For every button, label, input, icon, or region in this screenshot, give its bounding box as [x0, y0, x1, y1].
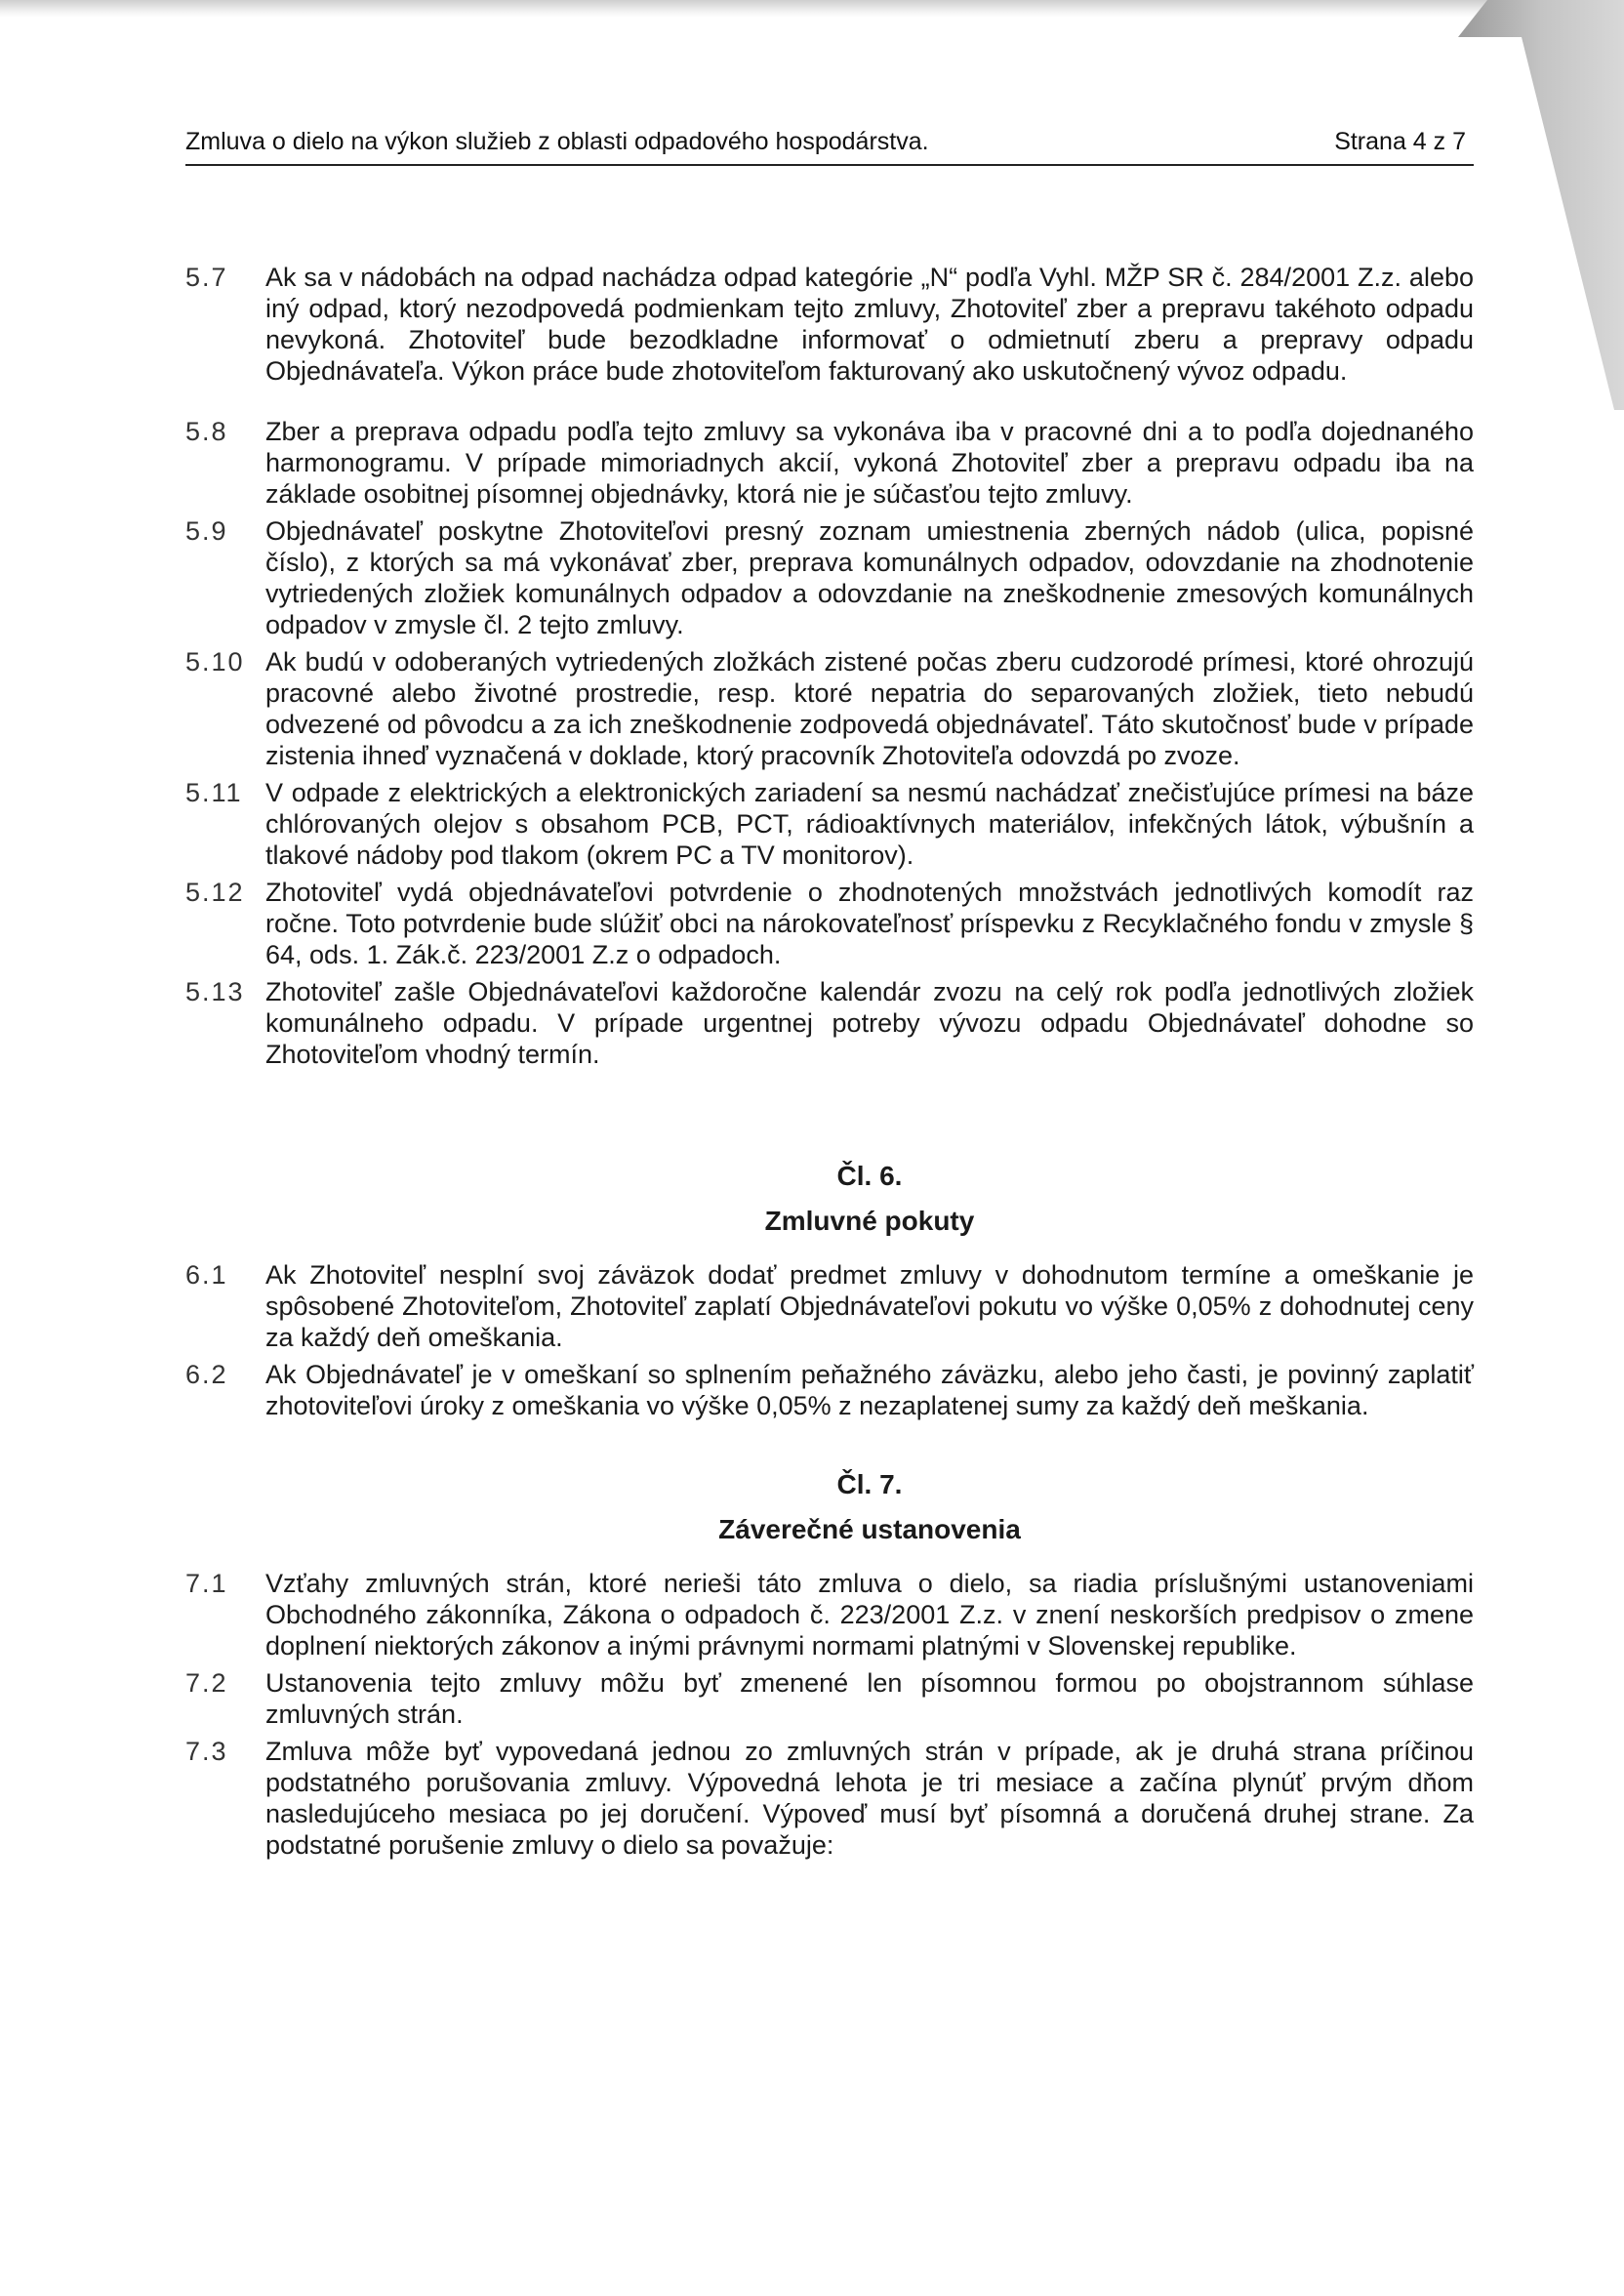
clause-text: Objednávateľ poskytne Zhotoviteľovi presný zoznam umiestnenia zberných nádob (ulica, popisné číslo), z ktorých sa má vykonávať zber, preprava komunálnych odpadov, odovzdanie na zhodnotenie vytriedených zložiek komunálnych odpadov a odovzdanie na zneškodnenie zmesových komunálnych odpadov v zmysle čl. 2 tejto zmluvy. — [265, 516, 1474, 639]
clause-text: Ak Zhotoviteľ nesplní svoj záväzok dodať predmet zmluvy v dohodnutom termíne a omeškanie je spôsobené Zhotoviteľom, Zhotoviteľ zaplatí Objednávateľovi pokutu vo výške 0,05% z dohodnutej ceny za každý deň omeškania. — [265, 1260, 1474, 1352]
article-7-title: Záverečné ustanovenia — [718, 1514, 1021, 1544]
clause-number: 5.11 — [185, 778, 243, 807]
clause-5-9 — [185, 515, 1474, 640]
clause-text: Ak Objednávateľ je v omeškaní so splnením peňažného záväzku, alebo jeho časti, je povinný zaplatiť zhotoviteľovi úroky z omeškania vo výške 0,05% z nezaplatenej sumy za každý deň meškania. — [265, 1360, 1474, 1420]
clause-text: Ak budú v odoberaných vytriedených zložkách zistené počas zberu cudzorodé prímesi, ktoré ohrozujú pracovné alebo životné prostredie, resp. ktoré nepatria do separovaných zložiek, tieto nebudú odvezené od pôvodcu a za ich zneškodnenie zodpovedá objednávateľ. Táto skutočnosť bude v prípade zistenia ihneď vyznačená v doklade, ktorý pracovník Zhotoviteľa odovzdá po zvoze. — [265, 647, 1474, 770]
clause-number: 5.12 — [185, 878, 245, 907]
clause-text: V odpade z elektrických a elektronických zariadení sa nesmú nachádzať znečisťujúce prímesi na báze chlórovaných olejov s obsahom PCB, PCT, rádioaktívnych materiálov, infekčných látok, výbušnín a tlakové nádoby pod tlakom (okrem PC a TV monitorov). — [265, 778, 1474, 870]
clause-text: Zhotoviteľ zašle Objednávateľovi každoročne kalendár zvozu na celý rok podľa jednotlivých zložiek komunálneho odpadu. V prípade urgentnej potreby vývozu odpadu Objednávateľ dohodne so Zhotoviteľom vhodný termín. — [265, 977, 1474, 1069]
clause-number: 7.2 — [185, 1668, 228, 1698]
clause-5-11 — [185, 777, 1474, 871]
page-header — [185, 125, 1474, 166]
clause-number: 6.2 — [185, 1360, 228, 1389]
article-6-title: Zmluvné pokuty — [764, 1206, 975, 1236]
clause-5-13 — [185, 976, 1474, 1070]
clause-text: Zmluva môže byť vypovedaná jednou zo zmluvných strán v prípade, ak je druhá strana príčinou podstatného porušovania zmluvy. Výpovedná lehota je tri mesiace a začína plynúť prvým dňom nasledujúceho mesiaca po jej doručení. Výpoveď musí byť písomná a doručená druhej strane. Za podstatné porušenie zmluvy o dielo sa považuje: — [265, 1737, 1474, 1860]
clause-text: Zhotoviteľ vydá objednávateľovi potvrdenie o zhodnotených množstvách jednotlivých komodít raz ročne. Toto potvrdenie bude slúžiť obci na nárokovateľnosť príspevku z Recyklačného fondu v zmysle § 64, ods. 1. Zák.č. 223/2001 Z.z o odpadoch. — [265, 878, 1474, 969]
article-6-number: Čl. 6. — [836, 1161, 903, 1191]
clause-number: 6.1 — [185, 1260, 228, 1290]
clause-5-10 — [185, 646, 1474, 771]
clause-number: 5.13 — [185, 977, 245, 1006]
clause-5-7 — [185, 262, 1474, 387]
clause-number: 5.9 — [185, 516, 228, 546]
document-body — [185, 262, 1474, 1861]
article-7-number: Čl. 7. — [836, 1469, 903, 1499]
scan-top-edge — [0, 0, 1624, 18]
clause-number: 5.8 — [185, 417, 228, 446]
clause-number: 7.3 — [185, 1737, 228, 1766]
clause-6-2 — [185, 1359, 1474, 1421]
clause-5-12 — [185, 877, 1474, 970]
clause-number: 7.1 — [185, 1569, 228, 1598]
clause-7-1 — [185, 1568, 1474, 1661]
clause-number: 5.10 — [185, 647, 245, 676]
clause-7-3 — [185, 1736, 1474, 1861]
clause-5-8 — [185, 416, 1474, 510]
clause-text: Zber a preprava odpadu podľa tejto zmluvy sa vykonáva iba v pracovné dni a to podľa dojednaného harmonogramu. V prípade mimoriadnych akcií, vykoná Zhotoviteľ zber a prepravu odpadu iba na základe osobitnej písomnej objednávky, ktorá nie je súčasťou tejto zmluvy. — [265, 417, 1474, 509]
clause-6-1 — [185, 1259, 1474, 1353]
clause-text: Ak sa v nádobách na odpad nachádza odpad kategórie „N“ podľa Vyhl. MŽP SR č. 284/2001 Z.z. alebo iný odpad, ktorý nezodpovedá podmienkam tejto zmluvy, Zhotoviteľ zber a prepravu takéhoto odpadu nevykoná. Zhotoviteľ bude bezodkladne informovať o odmietnutí zberu a prepravy odpadu Objednávateľa. Výkon práce bude zhotoviteľom fakturovaný ako uskutočnený vývoz odpadu. — [265, 263, 1474, 386]
page-number: Strana 4 z 7 — [1334, 128, 1466, 155]
document-title: Zmluva o dielo na výkon služieb z oblasti odpadového hospodárstva. — [185, 128, 929, 155]
clause-text: Ustanovenia tejto zmluvy môžu byť zmenené len písomnou formou po obojstrannom súhlase zmluvných strán. — [265, 1668, 1474, 1729]
clause-number: 5.7 — [185, 263, 228, 292]
clause-text: Vzťahy zmluvných strán, ktoré nerieši táto zmluva o dielo, sa riadia príslušnými ustanoveniami Obchodného zákonníka, Zákona o odpadoch č. 223/2001 Z.z. v znení neskorších predpisov o zmene doplnení niektorých zákonov a inými právnymi normami platnými v Slovenskej republike. — [265, 1569, 1474, 1660]
clause-7-2 — [185, 1667, 1474, 1730]
